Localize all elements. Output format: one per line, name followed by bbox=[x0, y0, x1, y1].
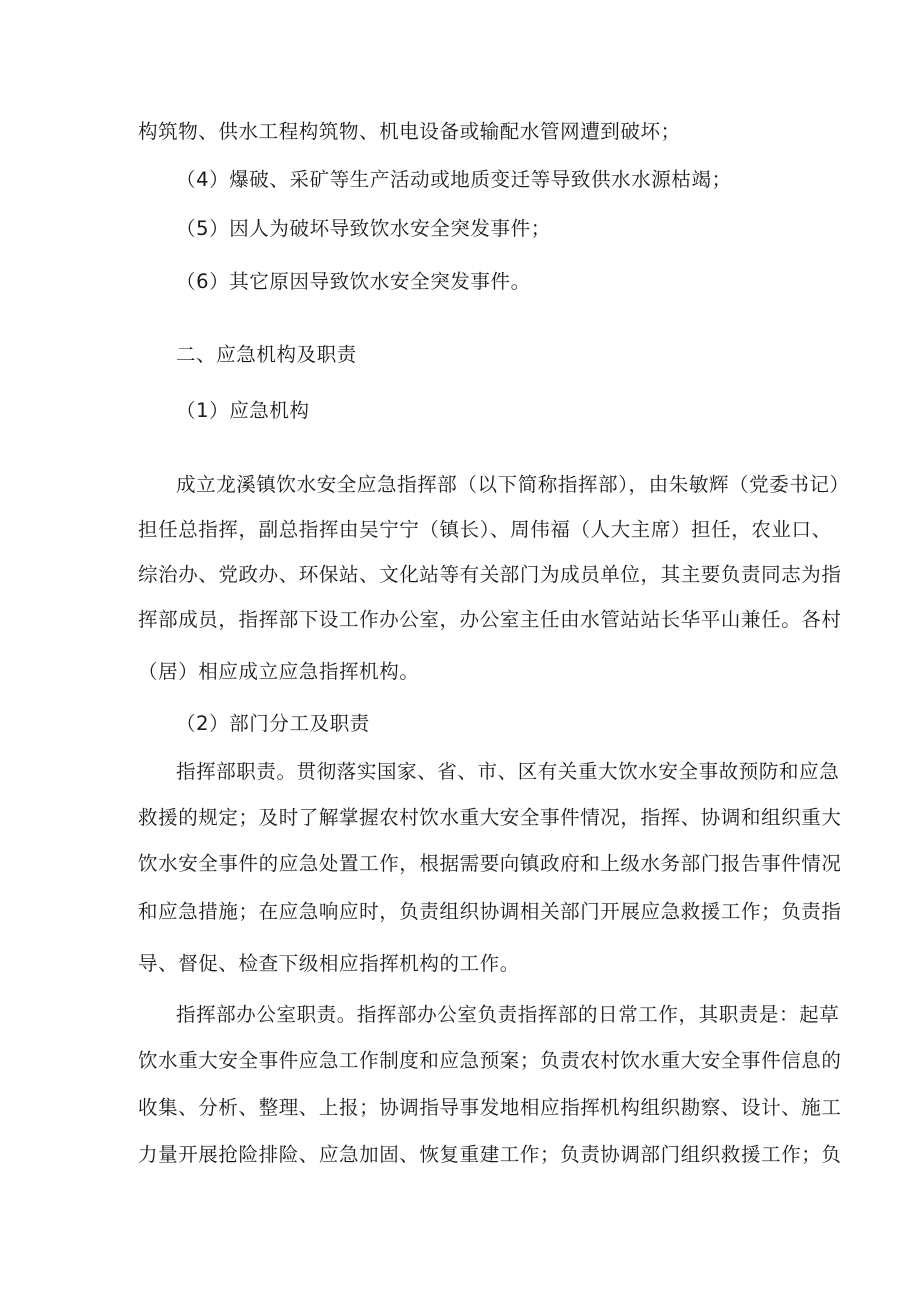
list-item: （4）爆破、采矿等生产活动或地质变迁等导致供水水源枯竭； bbox=[176, 168, 732, 191]
paragraph-line: 导、督促、检查下级相应指挥机构的工作。 bbox=[138, 952, 520, 975]
paragraph-line: 指挥部职责。贯彻落实国家、省、市、区有关重大饮水安全事故预防和应急 bbox=[176, 760, 840, 783]
paragraph-line: 综治办、党政办、环保站、文化站等有关部门为成员单位，其主要负责同志为指 bbox=[138, 563, 842, 586]
paragraph-line: 和应急措施；在应急响应时，负责组织协调相关部门开展应急救援工作；负责指 bbox=[138, 900, 842, 923]
section-heading: 二、应急机构及职责 bbox=[176, 343, 357, 366]
paragraph-line: （居）相应成立应急指挥机构。 bbox=[138, 660, 420, 683]
paragraph-line: 饮水安全事件的应急处置工作，根据需要向镇政府和上级水务部门报告事件情况 bbox=[138, 852, 842, 875]
body-line: 构筑物、供水工程构筑物、机电设备或输配水管网遭到破坏； bbox=[138, 120, 681, 143]
paragraph-line: 挥部成员，指挥部下设工作办公室，办公室主任由水管站站长华平山兼任。各村 bbox=[138, 608, 842, 631]
paragraph-line: 成立龙溪镇饮水安全应急指挥部（以下简称指挥部），由朱敏辉（党委书记） bbox=[176, 473, 850, 496]
list-item: （6）其它原因导致饮水安全突发事件。 bbox=[176, 270, 531, 293]
subsection-heading: （2）部门分工及职责 bbox=[176, 712, 370, 735]
subsection-heading: （1）应急机构 bbox=[176, 399, 310, 422]
paragraph-line: 担任总指挥，副总指挥由吴宁宁（镇长）、周伟福（人大主席）担任，农业口、 bbox=[138, 518, 832, 541]
list-item: （5）因人为破坏导致饮水安全突发事件； bbox=[176, 217, 551, 240]
paragraph-line: 力量开展抢险排险、应急加固、恢复重建工作；负责协调部门组织救援工作；负 bbox=[138, 1143, 842, 1166]
paragraph-line: 救援的规定；及时了解掌握农村饮水重大安全事件情况，指挥、协调和组织重大 bbox=[138, 806, 842, 829]
paragraph-line: 饮水重大安全事件应急工作制度和应急预案；负责农村饮水重大安全事件信息的 bbox=[138, 1049, 842, 1072]
paragraph-line: 指挥部办公室职责。指挥部办公室负责指挥部的日常工作，其职责是：起草 bbox=[176, 1003, 840, 1026]
paragraph-line: 收集、分析、整理、上报；协调指导事发地相应指挥机构组织勘察、设计、施工 bbox=[138, 1096, 842, 1119]
